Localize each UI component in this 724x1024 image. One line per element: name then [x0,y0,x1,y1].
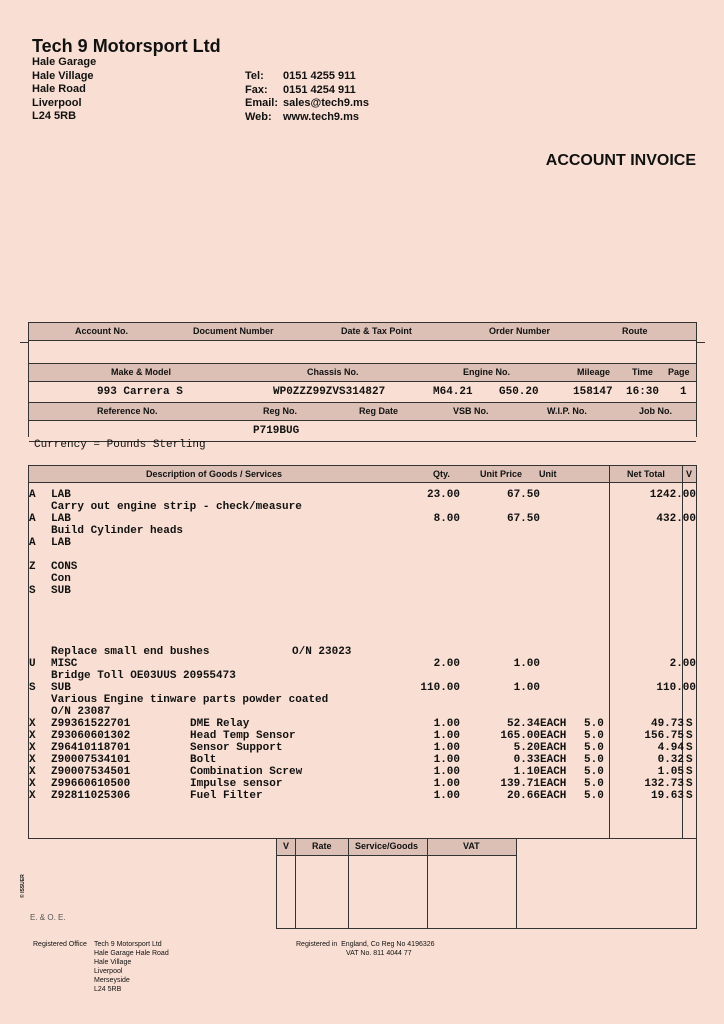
part-number: Z90007534101 [51,754,131,766]
line-code: A [29,537,36,549]
line-item [0,706,724,718]
line-code: U [29,658,36,670]
line-price: 67.50 [506,513,540,525]
part-code: X [29,778,36,790]
vat-divider [348,839,349,929]
part-total: 4.94 [657,742,684,754]
part-row [0,790,724,802]
part-unit: EACH [540,766,567,778]
line-price: 1.00 [513,682,540,694]
part-total: 156.75 [644,730,684,742]
side-mark: © ISSUER [20,874,26,898]
tel-label: Tel: [245,70,264,82]
line-item [0,585,724,597]
line-item [0,658,724,670]
vehicle-header-row [29,364,696,382]
footer-line: Liverpool [94,968,123,975]
chassis-no-label: Chassis No. [307,367,359,377]
address-line: Hale Garage [32,56,97,68]
part-code: X [29,766,36,778]
part-unit: EACH [540,742,567,754]
part-unit: EACH [540,730,567,742]
line-desc: SUB [51,682,71,694]
fax-value: 0151 4254 911 [283,83,356,96]
line-desc: LAB [51,537,71,549]
engine-no-label: Engine No. [463,367,510,377]
page-label: Page [668,367,690,377]
part-qty: 1.00 [433,730,460,742]
vat-divider [295,839,296,929]
part-row [0,778,724,790]
line-total: 1242.00 [649,489,696,501]
part-vat-code: S [686,790,693,802]
address-line: L24 5RB [32,110,77,122]
part-vat-code: S [686,754,693,766]
line-desc: Build Cylinder heads [51,525,184,537]
line-item [0,670,724,682]
reg-no-value: P719BUG [253,425,300,437]
line-code: Z [29,561,36,573]
unit-price-header: Unit Price [480,469,523,479]
vat-divider [427,839,428,929]
line-code: S [29,682,36,694]
part-discount: 5.0 [584,718,604,730]
part-discount: 5.0 [584,742,604,754]
margin-tick-right [697,342,705,343]
vat-number: VAT No. 811 4044 77 [346,950,412,957]
line-item [0,501,724,513]
totals-box [516,838,697,929]
line-total: 432.00 [656,513,696,525]
mileage-label: Mileage [577,367,611,377]
part-row [0,730,724,742]
line-desc: Replace small end bushes [51,646,210,658]
vat-rate-header: Rate [312,841,332,851]
line-desc: Various Engine tinware parts powder coated [51,694,329,706]
part-name: DME Relay [190,718,250,730]
reference-no-label: Reference No. [97,406,158,416]
part-price: 1.10 [513,766,540,778]
part-discount: 5.0 [584,754,604,766]
vsb-no-label: VSB No. [453,406,489,416]
part-code: X [29,730,36,742]
account-value-row [29,341,696,364]
part-number: Z96410118701 [51,742,131,754]
time-value: 16:30 [626,386,660,398]
unit-header: Unit [539,469,557,479]
account-header-row [29,323,696,341]
line-item [0,561,724,573]
line-desc: LAB [51,489,71,501]
line-code: S [29,585,36,597]
part-unit: EACH [540,778,567,790]
date-tax-point-label: Date & Tax Point [341,326,412,336]
footer-line: Hale Garage Hale Road [94,950,169,957]
part-discount: 5.0 [584,766,604,778]
document-number-label: Document Number [193,326,274,336]
line-code: A [29,489,36,501]
part-vat-code: S [686,742,693,754]
part-name: Bolt [190,754,217,766]
part-row [0,718,724,730]
line-item [0,537,724,549]
part-code: X [29,754,36,766]
part-name: Combination Screw [190,766,303,778]
description-header: Description of Goods / Services [146,469,283,479]
footer-line: Merseyside [94,977,130,984]
email-label: Email: [245,97,279,109]
line-total: 110.00 [656,682,696,694]
fax-label: Fax: [245,83,268,96]
margin-tick-left [20,342,28,343]
address-line: Liverpool [32,96,82,109]
part-vat-code: S [686,718,693,730]
part-qty: 1.00 [433,790,460,802]
part-vat-code: S [686,778,693,790]
line-item [0,489,724,501]
net-total-header: Net Total [627,469,665,479]
part-code: X [29,790,36,802]
part-price: 165.00 [500,730,540,742]
address-line: Hale Road [32,83,86,95]
footer-line: Hale Village [94,959,132,966]
account-no-label: Account No. [75,326,128,336]
address-line: Hale Village [32,69,94,82]
reference-header-row [29,403,696,421]
part-vat-code: S [686,766,693,778]
part-number: Z99660610500 [51,778,131,790]
make-model-value: 993 Carrera S [97,386,183,398]
part-unit: EACH [540,790,567,802]
part-discount: 5.0 [584,790,604,802]
vat-v-header: V [283,841,290,851]
chassis-no-value: WP0ZZZ99ZVS314827 [273,386,386,398]
line-item [0,682,724,694]
part-total: 1.05 [657,766,684,778]
part-code: X [29,718,36,730]
line-desc: LAB [51,513,71,525]
company-address [32,56,96,124]
part-code: X [29,742,36,754]
line-item [0,573,724,585]
make-model-label: Make & Model [111,367,172,377]
line-order-no: O/N 23023 [292,646,352,658]
reg-no-label: Reg No. [263,406,298,416]
engine-no-value-2: G50.20 [499,386,539,398]
part-row [0,742,724,754]
line-total: 2.00 [669,658,696,670]
engine-no-value: M64.21 [433,386,473,398]
part-name: Head Temp Sensor [190,730,296,742]
header-divider [682,466,683,482]
line-desc: Con [51,573,71,585]
page-value: 1 [680,386,687,398]
registered-in: Registered in England, Co Reg No 4196326 [296,941,435,948]
part-price: 139.71 [500,778,540,790]
part-number: Z99361522701 [51,718,131,730]
footer-line: L24 5RB [94,986,122,993]
reg-date-label: Reg Date [359,406,399,416]
part-discount: 5.0 [584,730,604,742]
part-unit: EACH [540,718,567,730]
part-name: Fuel Filter [190,790,263,802]
line-qty: 110.00 [420,682,460,694]
part-discount: 5.0 [584,778,604,790]
part-price: 20.66 [506,790,540,802]
line-desc: MISC [51,658,78,670]
order-number-label: Order Number [489,326,551,336]
items-header-row [28,465,697,483]
line-price: 67.50 [506,489,540,501]
line-desc: CONS [51,561,78,573]
line-desc: Carry out engine strip - check/measure [51,501,302,513]
document-title: ACCOUNT INVOICE [545,152,696,169]
job-no-label: Job No. [639,406,672,416]
part-price: 5.20 [513,742,540,754]
part-qty: 1.00 [433,742,460,754]
company-name: Tech 9 Motorsport Ltd [32,36,221,56]
line-desc: O/N 23087 [51,706,111,718]
part-unit: EACH [540,754,567,766]
v-header: V [686,469,693,479]
header-info-table [28,322,697,437]
currency-note: Currency = Pounds Sterling [34,439,206,451]
line-qty: 2.00 [433,658,460,670]
line-item [0,646,724,658]
vat-header-row [277,839,516,856]
part-total: 19.63 [650,790,684,802]
part-total: 49.73 [650,718,684,730]
line-price: 1.00 [513,658,540,670]
part-vat-code: S [686,730,693,742]
vat-service-goods-header: Service/Goods [355,841,419,851]
part-row [0,754,724,766]
line-item [0,513,724,525]
qty-header: Qty. [433,469,450,479]
part-number: Z90007534501 [51,766,131,778]
web-value: www.tech9.ms [283,110,360,123]
wip-no-label: W.I.P. No. [547,406,587,416]
line-desc: SUB [51,585,71,597]
registered-office-label: Registered Office [33,941,87,948]
part-price: 0.33 [513,754,540,766]
tel-value: 0151 4255 911 [283,70,356,82]
part-name: Sensor Support [190,742,283,754]
part-name: Impulse sensor [190,778,283,790]
vehicle-value-row [29,382,696,403]
line-code: A [29,513,36,525]
footer-line: Tech 9 Motorsport Ltd [94,941,162,948]
registered-office-address [94,940,169,994]
vat-summary-table [276,838,517,929]
part-number: Z92811025306 [51,790,131,802]
part-row [0,766,724,778]
mileage-value: 158147 [573,386,613,398]
line-item [0,694,724,706]
line-item [0,525,724,537]
web-label: Web: [245,110,272,123]
line-qty: 8.00 [433,513,460,525]
line-qty: 23.00 [426,489,460,501]
part-price: 52.34 [506,718,540,730]
part-number: Z93060601302 [51,730,131,742]
eoe-note: E. & O. E. [30,913,66,922]
email-value: sales@tech9.ms [283,97,369,109]
route-label: Route [622,326,648,336]
line-desc: Bridge Toll OE03UUS 20955473 [51,670,236,682]
part-total: 132.73 [644,778,684,790]
part-total: 0.32 [657,754,684,766]
header-divider [609,466,610,482]
company-contact [245,70,369,124]
part-qty: 1.00 [433,766,460,778]
part-qty: 1.00 [433,718,460,730]
time-label: Time [632,367,653,377]
vat-amount-header: VAT [463,841,480,851]
part-qty: 1.00 [433,778,460,790]
part-qty: 1.00 [433,754,460,766]
